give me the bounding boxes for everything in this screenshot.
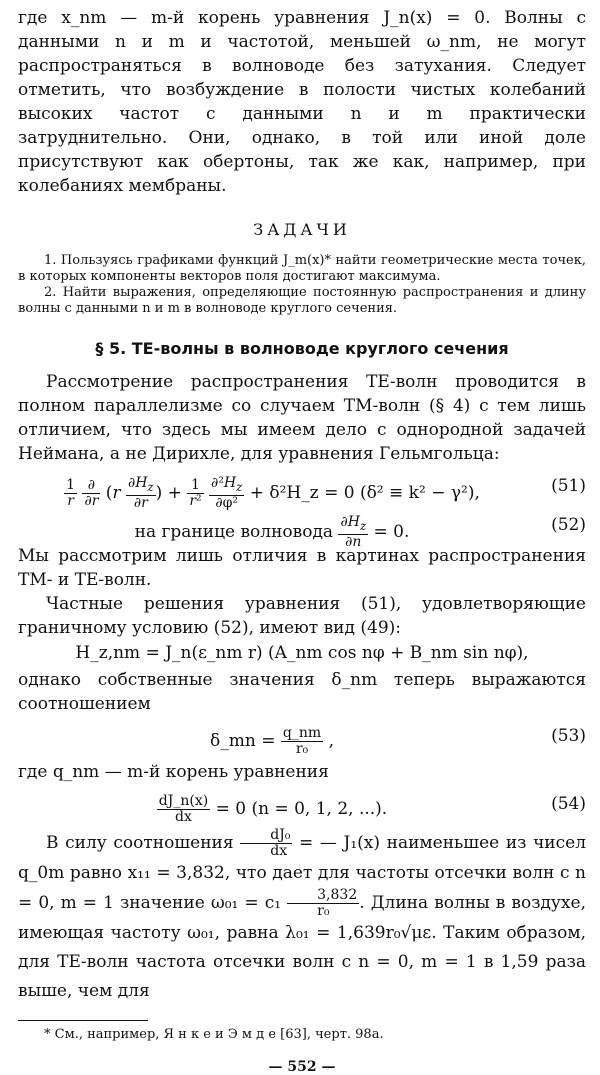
intro-paragraph: где x_nm — m-й корень уравнения J_n(x) = 0. Волны с данными n и m и частотой, меньшей ω_nm, не могут распространяться в волноводе без затухания. Следует отметить, что возбуждение в полости чистых колебаний высоких частот с данными n и m практически затруднительно. Они, однако, в той или иной доле присутствуют как обертоны, так же как, например, при колебаниях мембраны. xyxy=(18,8,586,196)
equation-53-lhs: δ_mn = xyxy=(210,731,276,751)
frac-djn-dx: $\frac{dJ\_n(x)}{dx}$ xyxy=(158,793,209,825)
equation-51-tail: + δ²H_z = 0 (δ² ≡ k² − γ²), xyxy=(249,482,480,503)
paragraph-3: Частные решения уравнения (51), удовлетворяющие граничному условию (52), имеют вид (49): xyxy=(18,594,586,638)
frac-d-dr: $\frac{\partial}{\partial r}$ xyxy=(84,476,99,509)
paragraph-6-part-b: = — J₁(x) наименьшее из чисел q_0m равно x₁₁ = 3,832, что дает для частоты отсечки волн с n = 0, m = 1 значение ω₀₁ = c₁ xyxy=(18,833,587,913)
frac-dj0-dx: $\frac{\text{dJ₀}}{dx}$ xyxy=(240,828,292,859)
frac-1-over-r2: $\frac{1}{\text{r²}}$ xyxy=(189,476,202,509)
equation-54 xyxy=(18,784,586,828)
problems-title: ЗАДАЧИ xyxy=(253,220,351,239)
equation-52 xyxy=(18,510,586,550)
equation-53 xyxy=(18,716,586,760)
section-heading: § 5. ТЕ-волны в волноводе круглого сечения xyxy=(95,339,509,358)
equation-51: $\frac{1}{r}$ $\frac{\partial}{\partial r}$ (r $\frac{\partial H_z}{\partial r}$ ) + $\frac{1}{\text{r²}}$ $\frac{\partial^2H_z}{\text{∂φ²}}$ + δ²H_z = 0 (δ² ≡ k² − γ²), (51) xyxy=(66,475,586,511)
equation-54-tail: = 0 (n = 0, 1, 2, ...). xyxy=(215,799,388,819)
equation-53-number: (53) xyxy=(551,726,586,746)
equation-54-number: (54) xyxy=(551,794,586,814)
paragraph-6-part-a: В силу соотношения xyxy=(46,833,234,853)
problem-1: 1. Пользуясь графиками функций J_m(x)* найти геометрические места точек, в которых компоненты векторов поля достигают максимума. xyxy=(18,253,586,284)
paragraph-2: Мы рассмотрим лишь отличия в картинах распространения ТМ- и ТЕ-волн. xyxy=(18,546,586,590)
paragraph-6 xyxy=(18,828,586,1006)
equation-52-number: (52) xyxy=(551,515,586,535)
frac-3832-r0: $\frac{3,832}{\text{r₀}}$ xyxy=(287,888,359,919)
paragraph-6-part-c: . Длина волны в воздухе, имеющая частоту ω₀₁, равна λ₀₁ = 1,639r₀√με. Таким образом, для ТЕ-волн частота отсечки волн с n = 0, m = 1 в 1,59 раза выше, чем для xyxy=(18,893,586,1001)
equation-52-tail: = 0. xyxy=(373,521,410,542)
frac-qnm-r0: $\frac{q\_nm}{\text{r₀}}$ xyxy=(282,725,322,757)
frac-dhz-dr: $\frac{\partial H_z}{\partial r}$ xyxy=(128,475,154,511)
equation-52-prefix: на границе волновода xyxy=(134,521,334,542)
problem-2: 2. Найти выражения, определяющие постоянную распространения и длину волны с данными n и m в волноводе круглого сечения. xyxy=(18,285,586,316)
footnote: * См., например, Я н к е и Э м д е [63], черт. 98а. xyxy=(44,1027,384,1042)
paragraph-4: однако собственные значения δ_nm теперь выражаются соотношением xyxy=(18,670,586,714)
page-number: — 552 — xyxy=(268,1059,336,1075)
frac-dhz-dn: $\frac{\partial H_z}{\partial n}$ xyxy=(340,514,367,550)
footnote-rule xyxy=(18,1020,148,1021)
equation-53-tail: , xyxy=(328,731,334,751)
frac-d2hz-dphi2: $\frac{\partial^2H_z}{\text{∂φ²}}$ xyxy=(211,475,243,511)
paragraph-5: где q_nm — m-й корень уравнения xyxy=(18,762,329,782)
equation-51-number: (51) xyxy=(551,476,586,496)
frac-1-over-r: $\frac{1}{r}$ xyxy=(66,476,76,509)
equation-hz xyxy=(18,640,586,668)
paragraph-1: Рассмотрение распространения ТЕ-волн проводится в полном параллелизме со случаем ТМ-волн (§ 4) с тем лишь отличием, что здесь мы имеем дело с однородной задачей Неймана, а не Дирихле, для уравнения Гельмгольца: xyxy=(18,372,586,464)
equation-hz-body: H_z,nm = J_n(ε_nm r) (A_nm cos nφ + B_nm sin nφ), xyxy=(75,643,529,663)
